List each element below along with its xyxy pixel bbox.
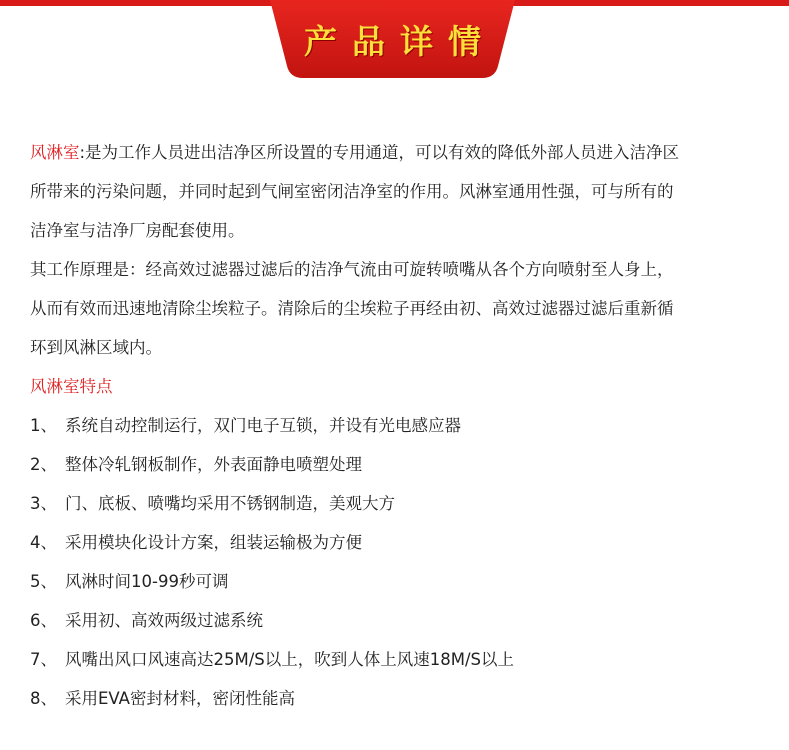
list-item — [30, 406, 765, 445]
intro-text: :是为工作人员进出洁净区所设置的专用通道，可以有效的降低外部人员进入洁净区 — [79, 143, 680, 162]
intro-line-1 — [30, 133, 765, 172]
principle-line-2: 从而有效而迅速地清除尘埃粒子。清除后的尘埃粒子再经由初、高效过滤器过滤后重新循 — [30, 299, 674, 318]
list-item — [30, 679, 765, 718]
list-item-number: 8、 — [30, 689, 57, 708]
description-block — [30, 133, 765, 406]
list-item-text: 风淋时间10-99秒可调 — [65, 572, 229, 591]
list-item — [30, 562, 765, 601]
features-heading: 风淋室特点 — [30, 377, 113, 396]
intro-term: 风淋室 — [30, 143, 80, 162]
list-item — [30, 640, 765, 679]
list-item-text: 门、底板、喷嘴均采用不锈钢制造，美观大方 — [65, 494, 395, 513]
list-item-number: 3、 — [30, 494, 57, 513]
list-item — [30, 484, 765, 523]
list-item — [30, 523, 765, 562]
list-item-text: 系统自动控制运行，双门电子互锁，并设有光电感应器 — [65, 416, 461, 435]
list-item — [30, 445, 765, 484]
list-item-number: 4、 — [30, 533, 57, 552]
intro-line-2: 所带来的污染问题，并同时起到气闸室密闭洁净室的作用。风淋室通用性强，可与所有的 — [30, 182, 674, 201]
list-item-text: 采用EVA密封材料，密闭性能高 — [65, 689, 295, 708]
list-item-text: 风嘴出风口风速高达25M/S以上，吹到人体上风速18M/S以上 — [65, 650, 515, 669]
page-title: 产品详情 — [304, 22, 496, 61]
list-item-text: 采用初、高效两级过滤系统 — [65, 611, 263, 630]
list-item-number: 7、 — [30, 650, 57, 669]
list-item-text: 采用模块化设计方案，组装运输极为方便 — [65, 533, 362, 552]
intro-line-3: 洁净室与洁净厂房配套使用。 — [30, 221, 245, 240]
principle-line-1: 其工作原理是：经高效过滤器过滤后的洁净气流由可旋转喷嘴从各个方向喷射至人身上， — [30, 260, 674, 279]
list-item-number: 5、 — [30, 572, 57, 591]
header-banner — [270, 0, 515, 78]
list-item-number: 1、 — [30, 416, 57, 435]
list-item-number: 6、 — [30, 611, 57, 630]
list-item — [30, 601, 765, 640]
features-list — [30, 406, 765, 718]
principle-line-3: 环到风淋区域内。 — [30, 338, 162, 357]
list-item-number: 2、 — [30, 455, 57, 474]
list-item-text: 整体冷轧钢板制作，外表面静电喷塑处理 — [65, 455, 362, 474]
